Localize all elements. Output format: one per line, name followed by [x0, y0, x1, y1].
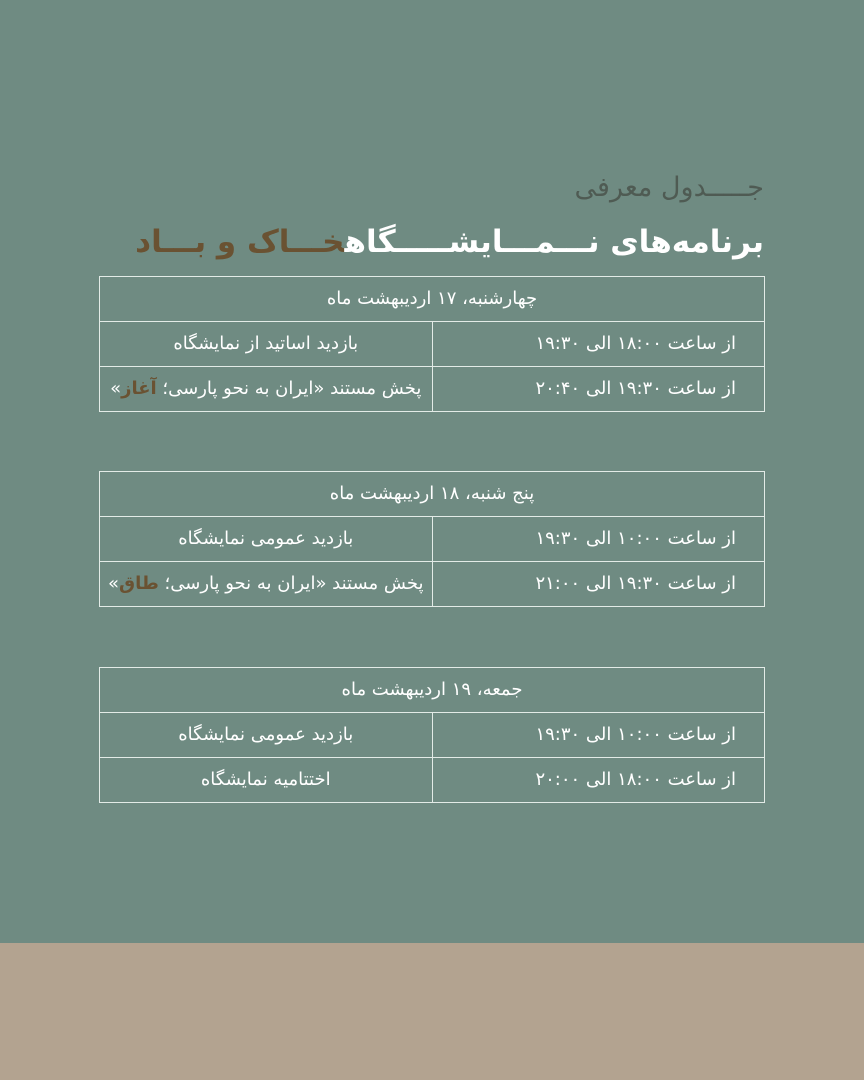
day-header: پنج شنبه، ۱۸ اردیبهشت ماه — [100, 472, 765, 517]
table-row — [100, 367, 765, 412]
event-highlight: آغاز — [121, 378, 157, 399]
footer-band — [0, 943, 864, 1080]
time-cell: از ساعت ۱۹:۳۰ الی ۲۰:۴۰ — [432, 367, 765, 412]
time-cell: از ساعت ۱۰:۰۰ الی ۱۹:۳۰ — [432, 517, 765, 562]
event-text: پخش مستند «ایران به نحو پارسی؛ — [158, 573, 424, 594]
title-accent: خـــاک و بـــاد — [135, 224, 345, 260]
title-main: برنامه‌های نـــمـــایشـــــگاه — [344, 224, 764, 260]
schedule-table-day-3 — [99, 667, 765, 803]
table-row — [100, 668, 765, 713]
table-row — [100, 472, 765, 517]
event-cell: اختتامیه نمایشگاه — [100, 758, 433, 803]
table-row — [100, 277, 765, 322]
table-row — [100, 322, 765, 367]
table-row — [100, 758, 765, 803]
table-row — [100, 713, 765, 758]
time-cell: از ساعت ۱۸:۰۰ الی ۱۹:۳۰ — [432, 322, 765, 367]
schedule-table-day-1 — [99, 276, 765, 412]
time-cell: از ساعت ۱۹:۳۰ الی ۲۱:۰۰ — [432, 562, 765, 607]
event-cell: بازدید عمومی نمایشگاه — [100, 517, 433, 562]
event-suffix: » — [107, 573, 119, 594]
page-title — [100, 220, 764, 264]
time-cell: از ساعت ۱۰:۰۰ الی ۱۹:۳۰ — [432, 713, 765, 758]
event-text: پخش مستند «ایران به نحو پارسی؛ — [156, 378, 422, 399]
event-cell: بازدید عمومی نمایشگاه — [100, 713, 433, 758]
table-row — [100, 562, 765, 607]
event-cell — [100, 562, 433, 607]
event-cell — [100, 367, 433, 412]
subtitle: جـــــدول معرفی — [574, 172, 764, 203]
event-highlight: طاق — [119, 573, 159, 594]
header — [100, 168, 764, 264]
day-header: جمعه، ۱۹ اردیبهشت ماه — [100, 668, 765, 713]
table-row — [100, 517, 765, 562]
event-suffix: » — [110, 378, 122, 399]
schedule-table-day-2 — [99, 471, 765, 607]
event-cell: بازدید اساتید از نمایشگاه — [100, 322, 433, 367]
time-cell: از ساعت ۱۸:۰۰ الی ۲۰:۰۰ — [432, 758, 765, 803]
day-header: چهارشنبه، ۱۷ اردیبهشت ماه — [100, 277, 765, 322]
